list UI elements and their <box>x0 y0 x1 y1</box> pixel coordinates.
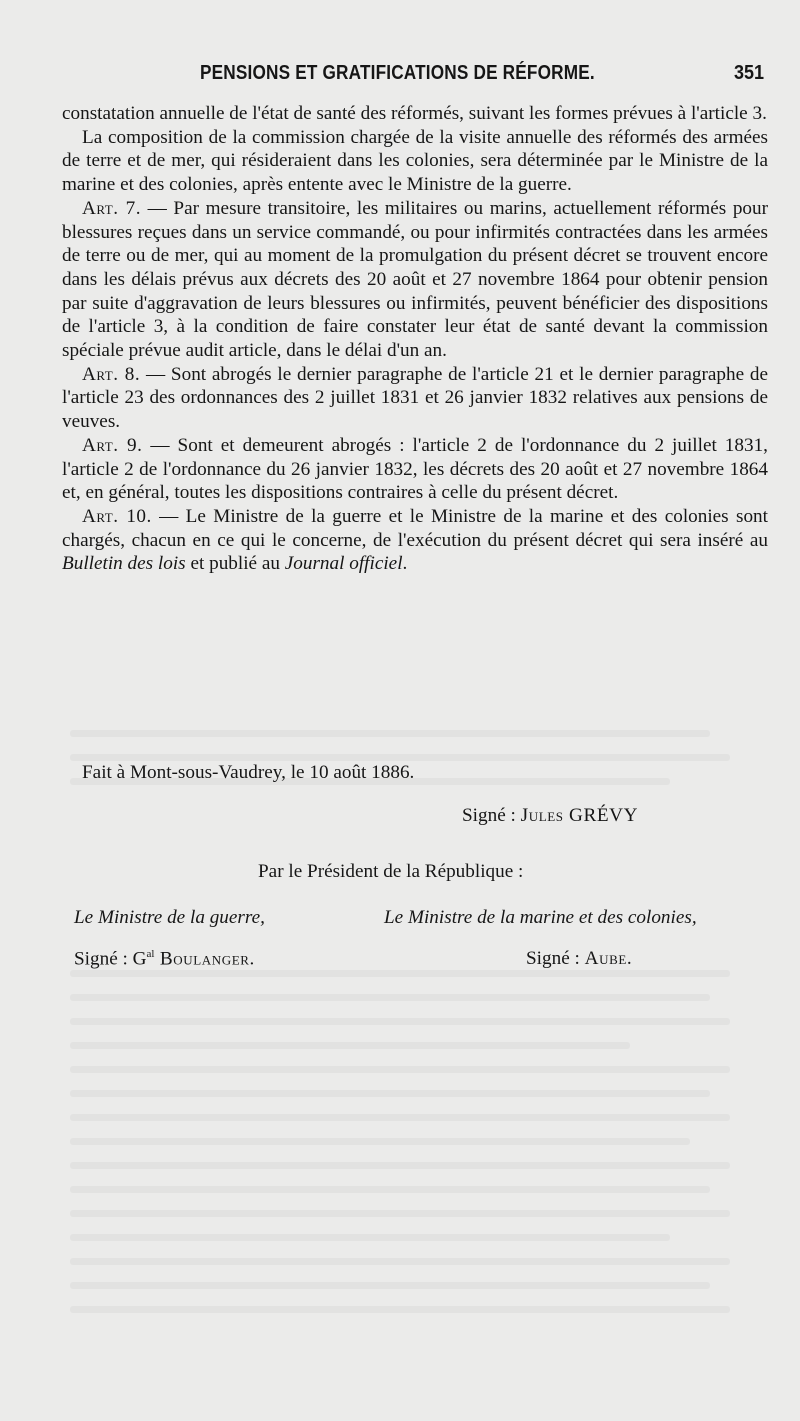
journal-officiel: Journal officiel <box>284 553 403 575</box>
article-7 <box>62 197 768 363</box>
marine-signature-prefix: Signé : <box>526 948 585 969</box>
article-10 <box>62 505 768 576</box>
president-name: Jules GRÉVY <box>520 805 639 826</box>
guerre-signature-sup: al <box>146 948 155 960</box>
article-8-text: — Sont abrogés le dernier paragraphe de l'article 21 et le dernier paragraphe de l'article 23 des ordonnances des 2 juillet 1831 et 26 janvier 1832 relatives aux pensions de veuves. <box>62 363 768 433</box>
article-9 <box>62 434 768 505</box>
body-text <box>62 102 768 576</box>
date-place-line: Fait à Mont-sous-Vaudrey, le 10 août 1886. <box>82 762 415 783</box>
article-7-label: Art. 7. <box>82 197 141 219</box>
article-10-text-c: . <box>402 553 408 575</box>
article-8-label: Art. 8. <box>82 363 141 385</box>
article-9-label: Art. 9. <box>82 434 143 456</box>
paragraph-continuation: constatation annuelle de l'état de santé des réformés, suivant les formes prévues à l'article 3. <box>62 103 767 124</box>
bulletin-des-lois: Bulletin des lois <box>62 553 186 575</box>
marine-signature <box>526 948 800 970</box>
ministre-marine-title: Le Ministre de la marine et des colonies, <box>384 907 697 928</box>
president-signature <box>462 805 800 827</box>
article-7-text: — Par mesure transitoire, les militaires ou marins, actuellement réformés pour blessures reçues dans un service commandé, ou pour infirmités contractées dans les armées de terre ou de mer, qui au moment de la promulgation du présent décret se trouvent encore dans les délais prévus aux décrets des 20 août et 27 novembre 1864 pour obtenir pension par suite d'aggravation de leurs blessures ou infirmités, peuvent bénéficier des dispositions de l'article 3, à la condition de faire constater leur état de santé devant la commission spéciale prévue audit article, dans le délai d'un an. <box>62 197 768 362</box>
article-8 <box>62 363 768 434</box>
article-10-text-a: — Le Ministre de la guerre et le Ministre de la marine et des colonies sont chargés, chacun en ce qui le concerne, de l'exécution du présent décret qui sera inséré au <box>62 505 768 551</box>
article-9-text: — Sont et demeurent abrogés : l'article 2 de l'ordonnance du 2 juillet 1831, l'article 2 de l'ordonnance du 26 janvier 1832, les décrets des 20 août et 27 novembre 1864 et, en général, toutes les dispositions contraires à celle du présent décret. <box>62 434 768 504</box>
ministre-guerre-title: Le Ministre de la guerre, <box>74 907 265 928</box>
par-le-president: Par le Président de la République : <box>258 861 524 882</box>
page-header <box>0 62 800 92</box>
guerre-signature-prefix: Signé : G <box>74 948 147 970</box>
page-number: 351 <box>734 62 765 84</box>
running-title: PENSIONS ET GRATIFICATIONS DE RÉFORME. <box>200 62 595 84</box>
paragraph-commission: La composition de la commission chargée de la visite annuelle des réformés des armées de terre et de mer, qui résideraient dans les colonies, sera déterminée par le Ministre de la marine et des colonies, après entente avec le Ministre de la guerre. <box>62 126 768 196</box>
marine-signature-name: Aube. <box>584 948 633 969</box>
article-10-text-b: et publié au <box>185 553 285 575</box>
guerre-signature-name: Boulanger. <box>154 948 255 970</box>
signature-prefix: Signé : <box>462 805 521 826</box>
article-10-label: Art. 10. <box>82 505 152 527</box>
